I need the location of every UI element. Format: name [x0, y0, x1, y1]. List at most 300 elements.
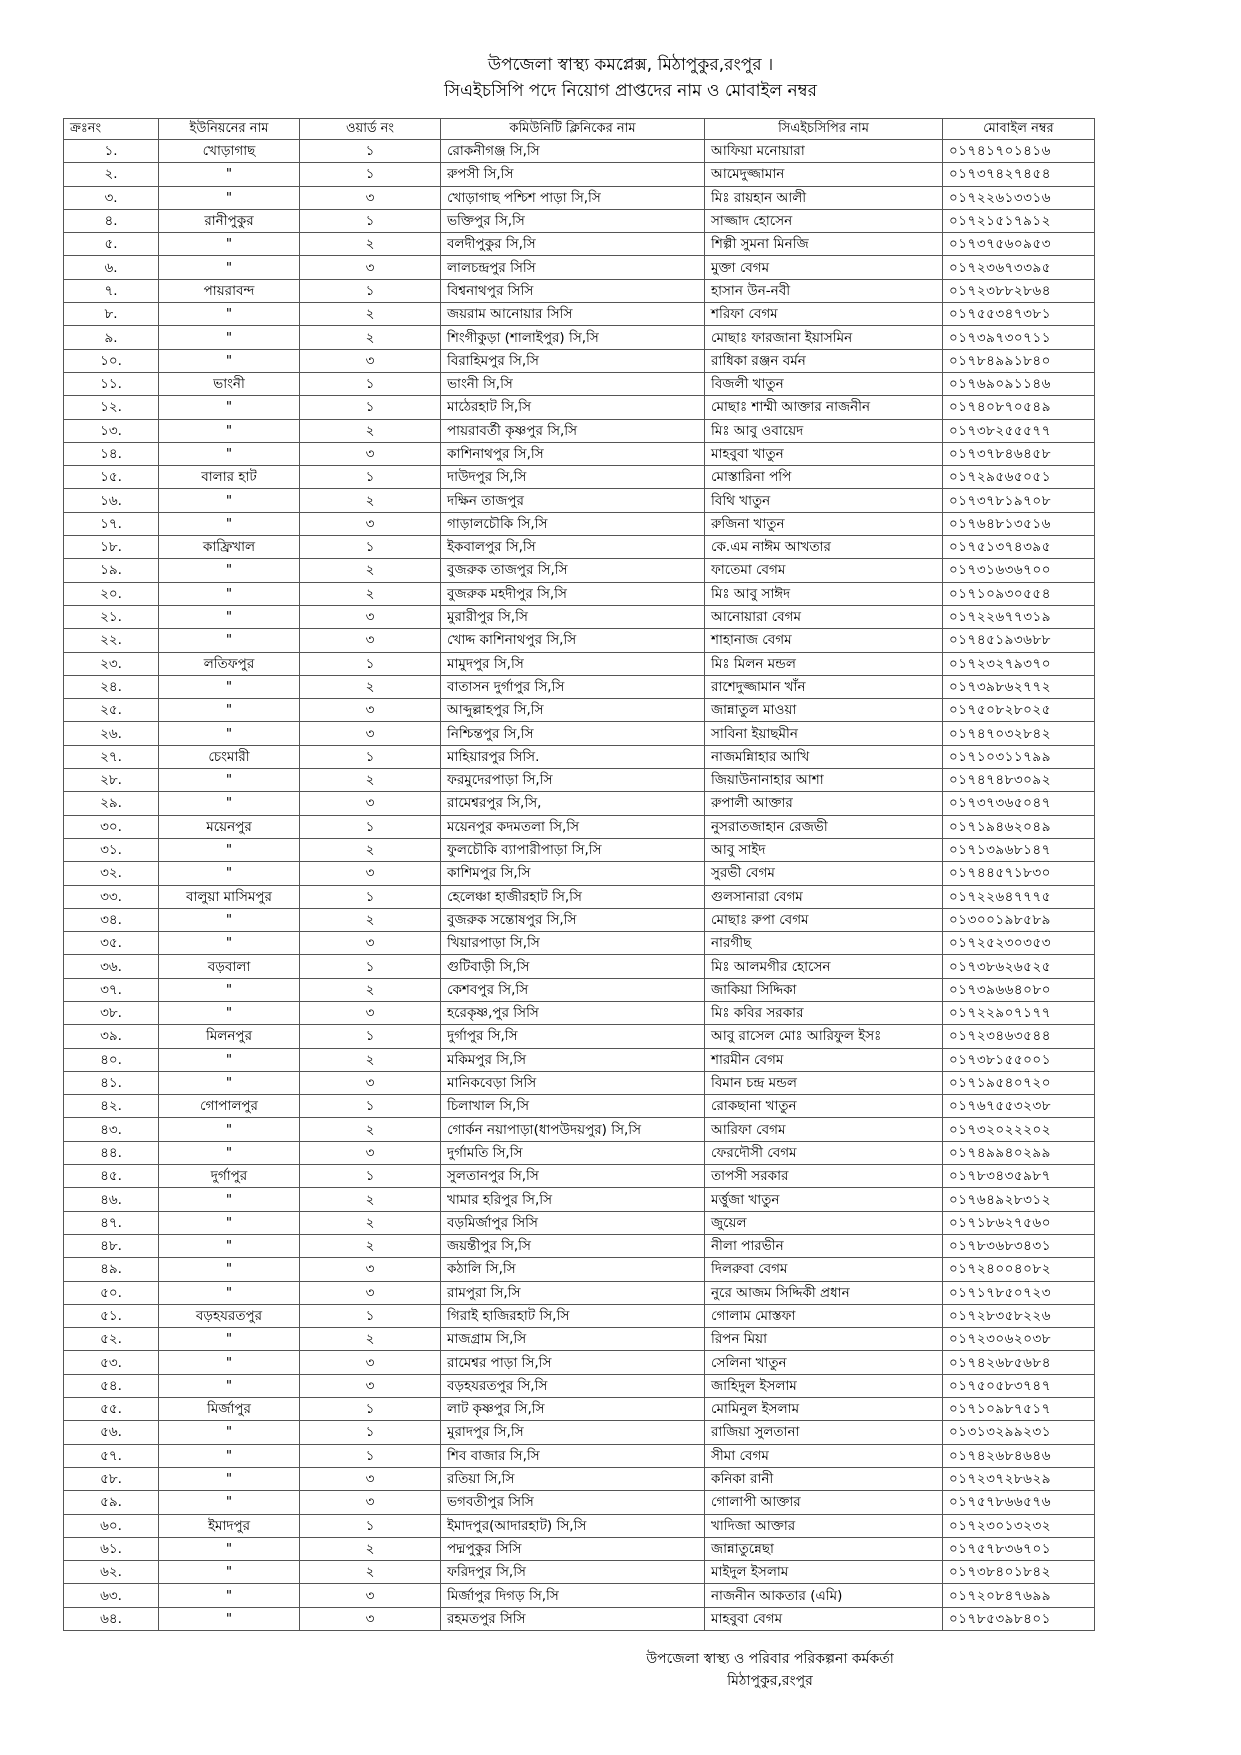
clinic-cell: বুজরুক তাজপুর সি,সি [441, 559, 705, 582]
ward-cell: ১ [300, 209, 441, 232]
clinic-cell: নিশ্চিন্তপুর সি,সি [441, 722, 705, 745]
ward-cell: ১ [300, 1165, 441, 1188]
ward-cell: ৩ [300, 1281, 441, 1304]
union-cell: " [159, 1001, 300, 1024]
mobile-cell: ০১৭৪২৬৮৪৬৪৬ [943, 1444, 1095, 1467]
table-row [64, 1211, 1095, 1234]
signature-block [600, 1648, 940, 1692]
ward-cell: ৩ [300, 792, 441, 815]
union-cell: " [159, 1048, 300, 1071]
union-cell: বালার হাট [159, 466, 300, 489]
serial-cell: ৫৫. [64, 1398, 159, 1421]
table-row [64, 1607, 1095, 1630]
mobile-cell: ০১৭৪৯৯৪০২৯৯ [943, 1141, 1095, 1164]
clinic-cell: রুপসী সি,সি [441, 163, 705, 186]
clinic-cell: দুর্গাপুর সি,সি [441, 1025, 705, 1048]
chcp-name-cell: কনিকা রানী [705, 1467, 943, 1490]
table-row [64, 1421, 1095, 1444]
serial-cell: ৭. [64, 279, 159, 302]
table-row [64, 1234, 1095, 1257]
mobile-cell: ০১৭৩৯৭৩০৭১১ [943, 326, 1095, 349]
table-row [64, 1188, 1095, 1211]
chcp-name-cell: হাসান উন-নবী [705, 279, 943, 302]
mobile-cell: ০১৭৪৪৫৭১৮৩০ [943, 862, 1095, 885]
serial-cell: ৯. [64, 326, 159, 349]
table-body [64, 140, 1095, 1631]
union-cell: " [159, 233, 300, 256]
mobile-cell: ০১৩০০১৯৮৫৮৯ [943, 908, 1095, 931]
ward-cell: ৩ [300, 1467, 441, 1490]
ward-cell: ২ [300, 1118, 441, 1141]
ward-cell: ১ [300, 1025, 441, 1048]
table-row [64, 1328, 1095, 1351]
column-header-chcp-name: সিএইচসিপির নাম [705, 119, 943, 140]
table-row [64, 1165, 1095, 1188]
serial-cell: ৬২. [64, 1561, 159, 1584]
chcp-name-cell: শাহানাজ বেগম [705, 629, 943, 652]
serial-cell: ৩৮. [64, 1001, 159, 1024]
mobile-cell: ০১৭২৩০৬২০৩৮ [943, 1328, 1095, 1351]
serial-cell: ২৮. [64, 769, 159, 792]
mobile-cell: ০১৭৪৭৪৮৩০৯২ [943, 769, 1095, 792]
union-cell: " [159, 256, 300, 279]
union-cell: রানীপুকুর [159, 209, 300, 232]
serial-cell: ১২. [64, 396, 159, 419]
ward-cell: ২ [300, 1561, 441, 1584]
clinic-cell: বলদীপুকুর সি,সি [441, 233, 705, 256]
serial-cell: ১৯. [64, 559, 159, 582]
union-cell: " [159, 186, 300, 209]
clinic-cell: পদ্মপুকুর সিসি [441, 1537, 705, 1560]
mobile-cell: ০১৭১৭৮৫০৭২৩ [943, 1281, 1095, 1304]
serial-cell: ৫. [64, 233, 159, 256]
chcp-name-cell: ফেরদৌসী বেগম [705, 1141, 943, 1164]
union-cell: " [159, 1258, 300, 1281]
chcp-name-cell: রোকছানা খাতুন [705, 1095, 943, 1118]
clinic-cell: লাট কৃষ্ণপুর সি,সি [441, 1398, 705, 1421]
table-row [64, 838, 1095, 861]
table-row [64, 466, 1095, 489]
table-row [64, 582, 1095, 605]
column-header-ward: ওয়ার্ড নং [300, 119, 441, 140]
union-cell: " [159, 512, 300, 535]
clinic-cell: জয়রাম আনোয়ার সিসি [441, 303, 705, 326]
table-row [64, 279, 1095, 302]
chcp-name-cell: আবু রাসেল মোঃ আরিফুল ইসঃ [705, 1025, 943, 1048]
ward-cell: ৩ [300, 1141, 441, 1164]
chcp-name-cell: কে.এম নাঈম আখতার [705, 536, 943, 559]
chcp-name-cell: গোলাপী আক্তার [705, 1491, 943, 1514]
table-row [64, 419, 1095, 442]
table-row [64, 722, 1095, 745]
chcp-name-cell: মাহবুবা বেগম [705, 1607, 943, 1630]
ward-cell: ১ [300, 1514, 441, 1537]
chcp-name-cell: নুরে আজম সিদ্দিকী প্রধান [705, 1281, 943, 1304]
ward-cell: ১ [300, 279, 441, 302]
signatory-location: মিঠাপুকুর,রংপুর [727, 1673, 813, 1689]
chcp-name-cell: মিঃ আবু সাঈদ [705, 582, 943, 605]
mobile-cell: ০১৭৩৯৮৬২৭৭২ [943, 675, 1095, 698]
serial-cell: ২. [64, 163, 159, 186]
clinic-cell: মানিকবেড়া সিসি [441, 1071, 705, 1094]
clinic-cell: গুটিবাড়ী সি,সি [441, 955, 705, 978]
ward-cell: ২ [300, 303, 441, 326]
chcp-name-cell: নাজনীন আকতার (এমি) [705, 1584, 943, 1607]
ward-cell: ৩ [300, 1351, 441, 1374]
table-row [64, 326, 1095, 349]
serial-cell: ৬০. [64, 1514, 159, 1537]
ward-cell: ২ [300, 559, 441, 582]
union-cell: " [159, 163, 300, 186]
union-cell: " [159, 442, 300, 465]
table-row [64, 1514, 1095, 1537]
mobile-cell: ০১৭৫৫৩৪৭৩৮১ [943, 303, 1095, 326]
ward-cell: ২ [300, 1048, 441, 1071]
clinic-cell: ভাংনী সি,সি [441, 372, 705, 395]
serial-cell: ৩৯. [64, 1025, 159, 1048]
table-row [64, 885, 1095, 908]
clinic-cell: লালচন্দ্রপুর সিসি [441, 256, 705, 279]
table-row [64, 1351, 1095, 1374]
serial-cell: ৫৩. [64, 1351, 159, 1374]
document-title: উপজেলা স্বাস্থ্য কমপ্লেক্স, মিঠাপুকুর,রংপুর । [487, 55, 774, 75]
serial-cell: ৩১. [64, 838, 159, 861]
clinic-cell: ফরমুদেরপাড়া সি,সি [441, 769, 705, 792]
table-row [64, 1398, 1095, 1421]
ward-cell: ৩ [300, 1374, 441, 1397]
table-row [64, 699, 1095, 722]
chcp-name-cell: আমেদুজ্জামান [705, 163, 943, 186]
table-row [64, 512, 1095, 535]
union-cell: মির্জাপুর [159, 1398, 300, 1421]
serial-cell: ৫১. [64, 1304, 159, 1327]
mobile-cell: ০১৭২৪০০৪০৮২ [943, 1258, 1095, 1281]
serial-cell: ৪২. [64, 1095, 159, 1118]
chcp-name-cell: নারগীছ [705, 932, 943, 955]
mobile-cell: ০১৭৮৪৯৯১৮৪০ [943, 349, 1095, 372]
mobile-cell: ০১৭২২৬১৩৩১৬ [943, 186, 1095, 209]
union-cell: " [159, 908, 300, 931]
clinic-cell: গোর্কন নয়াপাড়া(ধাপউদয়পুর) সি,সি [441, 1118, 705, 1141]
mobile-cell: ০১৭২৩৮৮২৮৬৪ [943, 279, 1095, 302]
table-row [64, 862, 1095, 885]
serial-cell: ৩৪. [64, 908, 159, 931]
ward-cell: ২ [300, 978, 441, 1001]
union-cell: " [159, 699, 300, 722]
clinic-cell: রামেশ্বর পাড়া সি,সি [441, 1351, 705, 1374]
table-row [64, 1281, 1095, 1304]
serial-cell: ২৯. [64, 792, 159, 815]
union-cell: " [159, 396, 300, 419]
union-cell: " [159, 1211, 300, 1234]
union-cell: " [159, 1467, 300, 1490]
union-cell: " [159, 489, 300, 512]
union-cell: " [159, 722, 300, 745]
table-row [64, 559, 1095, 582]
chcp-name-cell: গোলাম মোস্তফা [705, 1304, 943, 1327]
mobile-cell: ০১৭৫০৮২৮০২৫ [943, 699, 1095, 722]
chcp-name-cell: খাদিজা আক্তার [705, 1514, 943, 1537]
ward-cell: ৩ [300, 699, 441, 722]
ward-cell: ২ [300, 1211, 441, 1234]
serial-cell: ৪. [64, 209, 159, 232]
clinic-cell: মকিমপুর সি,সি [441, 1048, 705, 1071]
union-cell: " [159, 326, 300, 349]
ward-cell: ৩ [300, 932, 441, 955]
serial-cell: ২৫. [64, 699, 159, 722]
clinic-cell: ইমাদপুর(আদারহাট) সি,সি [441, 1514, 705, 1537]
union-cell: " [159, 605, 300, 628]
chcp-name-cell: শারমীন বেগম [705, 1048, 943, 1071]
serial-cell: ২৬. [64, 722, 159, 745]
union-cell: " [159, 559, 300, 582]
clinic-cell: রামেশ্বরপুর সি,সি, [441, 792, 705, 815]
table-row [64, 815, 1095, 838]
column-header-mobile: মোবাইল নম্বর [943, 119, 1095, 140]
table-row [64, 1071, 1095, 1094]
ward-cell: ৩ [300, 1607, 441, 1630]
serial-cell: ৫২. [64, 1328, 159, 1351]
serial-cell: ৬৪. [64, 1607, 159, 1630]
union-cell: " [159, 1374, 300, 1397]
serial-cell: ১০. [64, 349, 159, 372]
clinic-cell: হেলেঞ্চা হাজীরহাট সি,সি [441, 885, 705, 908]
serial-cell: ৩০. [64, 815, 159, 838]
ward-cell: ৩ [300, 605, 441, 628]
table-row [64, 1537, 1095, 1560]
clinic-cell: চিলাখাল সি,সি [441, 1095, 705, 1118]
clinic-cell: সুলতানপুর সি,সি [441, 1165, 705, 1188]
ward-cell: ২ [300, 233, 441, 256]
ward-cell: ১ [300, 745, 441, 768]
chcp-name-cell: আরিফা বেগম [705, 1118, 943, 1141]
table-row [64, 1561, 1095, 1584]
table-row [64, 745, 1095, 768]
mobile-cell: ০১৭২৩৭২৮৬২৯ [943, 1467, 1095, 1490]
ward-cell: ১ [300, 140, 441, 163]
union-cell: " [159, 629, 300, 652]
union-cell: " [159, 419, 300, 442]
serial-cell: ৪৮. [64, 1234, 159, 1257]
chcp-name-cell: মোছাঃ শাম্মী আক্তার নাজনীন [705, 396, 943, 419]
union-cell: " [159, 1118, 300, 1141]
mobile-cell: ০১৭১০৩১১৭৯৯ [943, 745, 1095, 768]
table-row [64, 1095, 1095, 1118]
ward-cell: ৩ [300, 1584, 441, 1607]
serial-cell: ৫০. [64, 1281, 159, 1304]
union-cell: " [159, 838, 300, 861]
chcp-name-cell: শিল্পী সুমনা মিনজি [705, 233, 943, 256]
ward-cell: ২ [300, 1234, 441, 1257]
clinic-cell: খিয়ারপাড়া সি,সি [441, 932, 705, 955]
clinic-cell: ফরিদপুর সি,সি [441, 1561, 705, 1584]
serial-cell: ৫৯. [64, 1491, 159, 1514]
table-row [64, 955, 1095, 978]
mobile-cell: ০১৭৩৭৮৪৬৪৫৮ [943, 442, 1095, 465]
ward-cell: ১ [300, 466, 441, 489]
chcp-name-cell: মোস্তারিনা পপি [705, 466, 943, 489]
serial-cell: ৫৮. [64, 1467, 159, 1490]
union-cell: " [159, 582, 300, 605]
union-cell: " [159, 1491, 300, 1514]
clinic-cell: আব্দুল্লাহপুর সি,সি [441, 699, 705, 722]
table-row [64, 442, 1095, 465]
chcp-name-cell: বিথি খাতুন [705, 489, 943, 512]
chcp-name-cell: সাজ্জাদ হোসেন [705, 209, 943, 232]
chcp-name-cell: জুয়েল [705, 1211, 943, 1234]
ward-cell: ১ [300, 1304, 441, 1327]
table-row [64, 1141, 1095, 1164]
ward-cell: ১ [300, 652, 441, 675]
mobile-cell: ০১৭৬৪৮১৩৫১৬ [943, 512, 1095, 535]
union-cell: " [159, 978, 300, 1001]
ward-cell: ৩ [300, 442, 441, 465]
ward-cell: ১ [300, 1421, 441, 1444]
mobile-cell: ০১৭৩৭৪২৭৪৫৪ [943, 163, 1095, 186]
chcp-name-cell: রাজিয়া সুলতানা [705, 1421, 943, 1444]
mobile-cell: ০১৭৫০৫৮৩৭৪৭ [943, 1374, 1095, 1397]
chcp-name-cell: রুপালী আক্তার [705, 792, 943, 815]
serial-cell: ৫৬. [64, 1421, 159, 1444]
clinic-cell: ভগবতীপুর সিসি [441, 1491, 705, 1514]
clinic-cell: দুর্গামতি সি,সি [441, 1141, 705, 1164]
chcp-name-cell: আফিয়া মনোয়ারা [705, 140, 943, 163]
ward-cell: ১ [300, 1398, 441, 1421]
mobile-cell: ০১৭৮৩৬৮৩৪৩১ [943, 1234, 1095, 1257]
table-header-row [64, 119, 1095, 140]
table-row [64, 1258, 1095, 1281]
serial-cell: ১৮. [64, 536, 159, 559]
union-cell: " [159, 675, 300, 698]
chcp-name-cell: গুলসানারা বেগম [705, 885, 943, 908]
ward-cell: ৩ [300, 862, 441, 885]
mobile-cell: ০১৭৪৫১৯৩৬৮৮ [943, 629, 1095, 652]
serial-cell: ৪৭. [64, 1211, 159, 1234]
clinic-cell: রামপুরা সি,সি [441, 1281, 705, 1304]
serial-cell: ৩৭. [64, 978, 159, 1001]
table-row [64, 209, 1095, 232]
table-row [64, 1491, 1095, 1514]
chcp-name-cell: সেলিনা খাতুন [705, 1351, 943, 1374]
mobile-cell: ০১৩১৩২৯৯২৩১ [943, 1421, 1095, 1444]
clinic-cell: রহমতপুর সিসি [441, 1607, 705, 1630]
serial-cell: ১৭. [64, 512, 159, 535]
ward-cell: ৩ [300, 186, 441, 209]
union-cell: কাফ্রিখাল [159, 536, 300, 559]
ward-cell: ২ [300, 1537, 441, 1560]
clinic-cell: মাজগ্রাম সি,সি [441, 1328, 705, 1351]
mobile-cell: ০১৭১৯৫৪০৭২০ [943, 1071, 1095, 1094]
clinic-cell: বড়মির্জাপুর সিসি [441, 1211, 705, 1234]
union-cell: পায়রাবন্দ [159, 279, 300, 302]
table-row [64, 932, 1095, 955]
table-row [64, 1048, 1095, 1071]
clinic-cell: রতিয়া সি,সি [441, 1467, 705, 1490]
mobile-cell: ০১৭৬৯০৯১১৪৬ [943, 372, 1095, 395]
table-row [64, 256, 1095, 279]
mobile-cell: ০১৭২৩২৭৯৩৭০ [943, 652, 1095, 675]
serial-cell: ১৫. [64, 466, 159, 489]
serial-cell: ২১. [64, 605, 159, 628]
mobile-cell: ০১৭২৫২৩০৩৫৩ [943, 932, 1095, 955]
clinic-cell: খোড়াগাছ পশ্চিশ পাড়া সি,সি [441, 186, 705, 209]
mobile-cell: ০১৭১৮৬২৭৫৬০ [943, 1211, 1095, 1234]
serial-cell: ৩৩. [64, 885, 159, 908]
table-row [64, 186, 1095, 209]
mobile-cell: ০১৭২২৬৭৭৩১৯ [943, 605, 1095, 628]
table-row [64, 605, 1095, 628]
chcp-name-cell: নুসরাতজাহান রেজভী [705, 815, 943, 838]
mobile-cell: ০১৭৮৫৩৯৮৪০১ [943, 1607, 1095, 1630]
chcp-name-cell: মিঃ মিলন মন্ডল [705, 652, 943, 675]
table-row [64, 233, 1095, 256]
chcp-name-cell: দিলরুবা বেগম [705, 1258, 943, 1281]
column-header-union: ইউনিয়নের নাম [159, 119, 300, 140]
serial-cell: ১১. [64, 372, 159, 395]
clinic-cell: বড়হযরতপুর সি,সি [441, 1374, 705, 1397]
clinic-cell: শিব বাজার সি,সি [441, 1444, 705, 1467]
union-cell: " [159, 862, 300, 885]
mobile-cell: ০১৭১৯৪৬২০৪৯ [943, 815, 1095, 838]
chcp-name-cell: জান্নাতুন্নেছা [705, 1537, 943, 1560]
clinic-cell: বাতাসন দুর্গাপুর সি,সি [441, 675, 705, 698]
mobile-cell: ০১৭৪২৬৮৫৬৮৪ [943, 1351, 1095, 1374]
table-row [64, 1374, 1095, 1397]
clinic-cell: বুজরুক সন্তোষপুর সি,সি [441, 908, 705, 931]
clinic-cell: গিরাই হাজিরহাট সি,সি [441, 1304, 705, 1327]
mobile-cell: ০১৭২৩৪৬৩৫৪৪ [943, 1025, 1095, 1048]
mobile-cell: ০১৭৫১৩৭৪৩৯৫ [943, 536, 1095, 559]
clinic-cell: বিরাহিমপুর সি,সি [441, 349, 705, 372]
clinic-cell: কাশিনাথপুর সি,সি [441, 442, 705, 465]
ward-cell: ১ [300, 1095, 441, 1118]
table-row [64, 675, 1095, 698]
mobile-cell: ০১৭৬৪৯২৮৩১২ [943, 1188, 1095, 1211]
chcp-name-cell: সীমা বেগম [705, 1444, 943, 1467]
serial-cell: ৬১. [64, 1537, 159, 1560]
serial-cell: ৫৪. [64, 1374, 159, 1397]
chcp-name-cell: নীলা পারভীন [705, 1234, 943, 1257]
mobile-cell: ০১৭২৯৫৬৫০৫১ [943, 466, 1095, 489]
serial-cell: ২৭. [64, 745, 159, 768]
mobile-cell: ০১৭২১৫১৭৯১২ [943, 209, 1095, 232]
serial-cell: ৩. [64, 186, 159, 209]
ward-cell: ৩ [300, 1001, 441, 1024]
ward-cell: ২ [300, 675, 441, 698]
mobile-cell: ০১৭৩৮২৫৫৫৭৭ [943, 419, 1095, 442]
clinic-cell: কেশবপুর সি,সি [441, 978, 705, 1001]
mobile-cell: ০১৭৩৮৬২৬৫২৫ [943, 955, 1095, 978]
table-row [64, 536, 1095, 559]
serial-cell: ১৪. [64, 442, 159, 465]
table-row [64, 908, 1095, 931]
mobile-cell: ০১৭২৮৩৫৮২২৬ [943, 1304, 1095, 1327]
column-header-serial: ক্রঃনং [64, 119, 159, 140]
union-cell: খোড়াগাছ [159, 140, 300, 163]
union-cell: " [159, 1584, 300, 1607]
chcp-name-cell: তাপসী সরকার [705, 1165, 943, 1188]
chcp-name-cell: মোছাঃ ফারজানা ইয়াসমিন [705, 326, 943, 349]
serial-cell: ৩৫. [64, 932, 159, 955]
chcp-name-cell: জাহিদুল ইসলাম [705, 1374, 943, 1397]
clinic-cell: মাঠেরহাট সি,সি [441, 396, 705, 419]
mobile-cell: ০১৭৪৭০৩২৮৪২ [943, 722, 1095, 745]
ward-cell: ২ [300, 326, 441, 349]
serial-cell: ৪৩. [64, 1118, 159, 1141]
clinic-cell: খোদ্দ কাশিনাথপুর সি,সি [441, 629, 705, 652]
union-cell: ময়েনপুর [159, 815, 300, 838]
chcp-name-cell: বিমান চন্দ্র মন্ডল [705, 1071, 943, 1094]
